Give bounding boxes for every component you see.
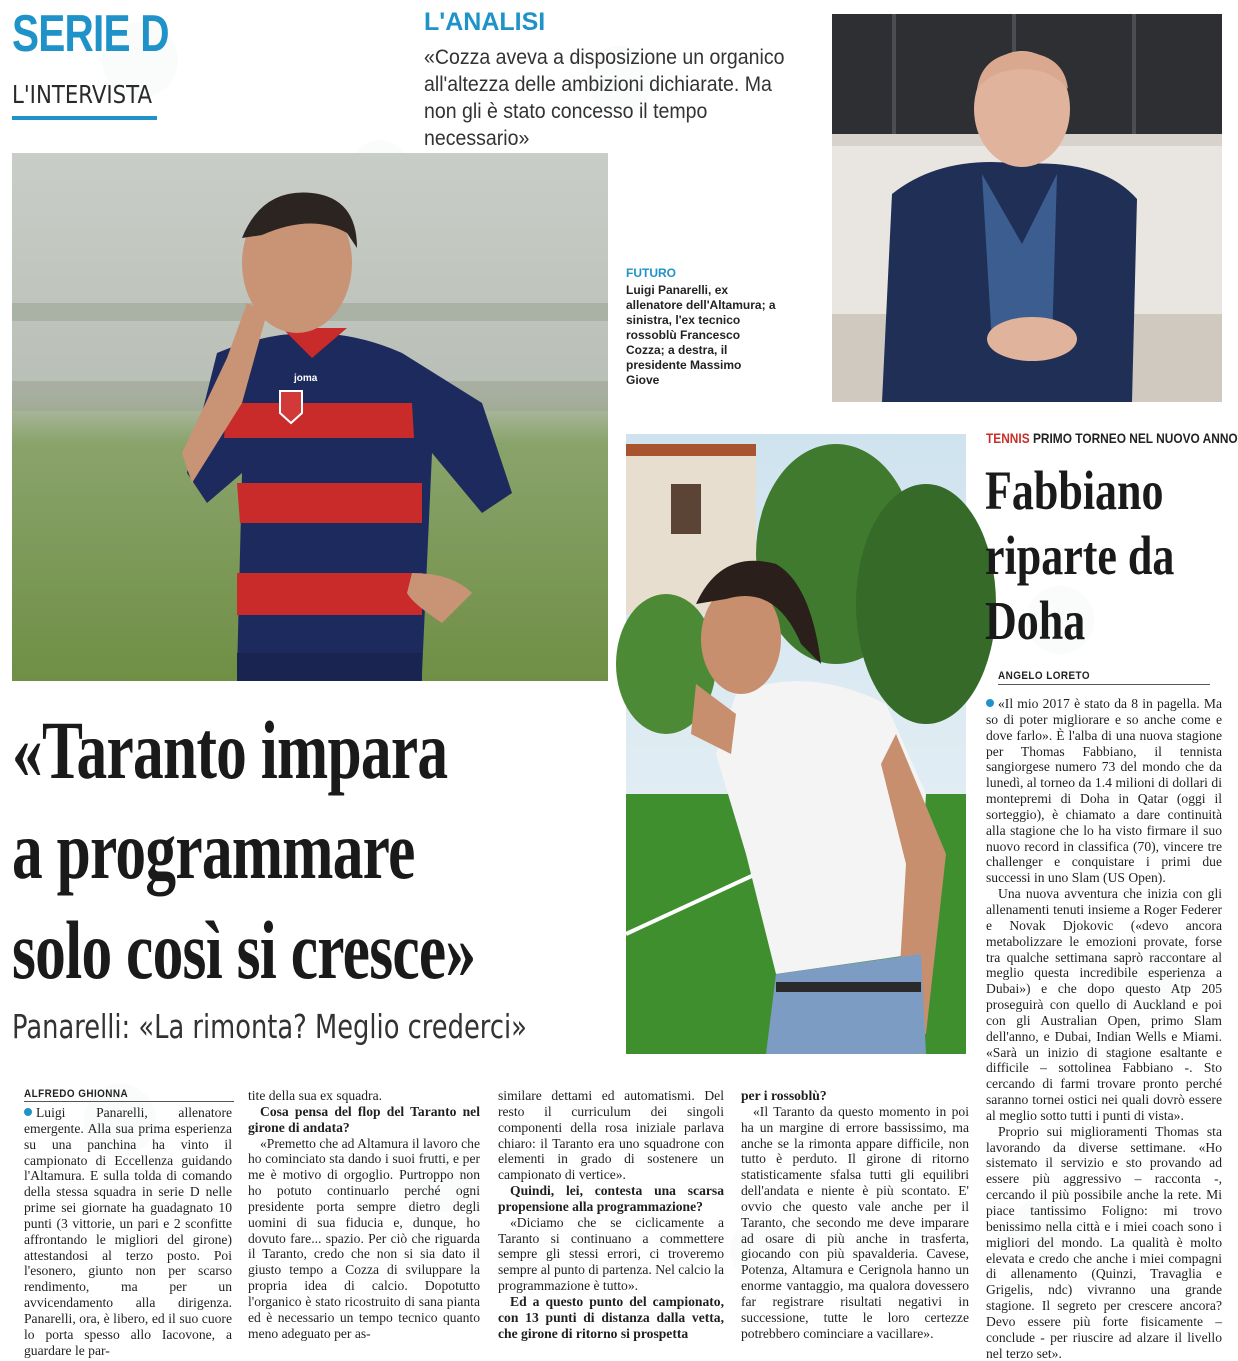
photo-panarelli [12,153,608,681]
byline-divider [24,1101,234,1102]
article-paragraph: Una nuova avventura che inizia con gli allenamenti tenuti insieme a Roger Federer e Novak Djokovic («devo ancora metabolizzare le emozioni provate, forse tra qualche settimana saprò raccontare al meglio questa incredibile esperienza a Dubai») e che dopo questo Atp 205 proseguirà con quello di Auckland e poi con gli Australian Open, primo Slam dell'anno, e Dubai, Indian Wells e Miami. «Sarà un inizio di stagione esaltante e difficile – sottolinea Fabbiano -. Sto cercando di farmi trovare pronto perché saranno tornei ostici nei quali dovrò essere al meglio sotto tutti i punti di vista». [986,886,1222,1123]
tennis-kicker-text: PRIMO TORNEO NEL NUOVO ANNO [1032,430,1238,446]
bullet-dot-icon [986,699,994,707]
main-headline [12,700,900,1000]
headline-line-2: a programmare [12,804,415,896]
photo-giove [832,14,1222,402]
tennis-byline-divider [998,684,1210,685]
headline-line-1: «Taranto impara [12,704,448,796]
bullet-dot-icon [24,1108,32,1116]
article-paragraph: Luigi Panarelli, allenatore emergente. Alla sua prima esperienza su una panchina ha vinto il campionato di Eccellenza guidando l'Altamura. E sulla tolda di comando della stessa squadra in serie D nelle prime sei giornate ha guadagnato 10 punti (3 vittorie, un pari e 2 sconfitte affrontando le migliori del girone) attestandosi al terzo posto. Poi l'esonero, giunto non per scarso rendimento, ma per un avvicendamento alla dirigenza. Panarelli, ora, è libero, ed il suo cuore lo porta spesso allo Iacovone, a guardare le par- [24,1105,232,1358]
interview-answer: «Premetto che ad Altamura il lavoro che ho cominciato sta dando i suoi frutti, e per me è motivo di orgoglio. Purtroppo non ho potuto continuarlo perché ogni presidente porta sempre dietro degli uomini di sua fiducia e, dunque, ho dovuto fare... spazio. Per ciò che riguarda il Taranto, credo che non si sia dato il giusto tempo a Cozza di sviluppare la propria idea di calcio. Dopotutto l'organico è stato ricostruito di sana pianta ed è necessario un tempo tecnico quanto meno adeguato per as- [248,1135,480,1341]
interview-answer: «Diciamo che se ciclicamente a Taranto si continuano a commettere sempre gli stessi errori, ci troveremo sempre al punto di partenza. Nel calcio la programmazione è tutto». [498,1214,724,1294]
subheadline: Panarelli: «La rimonta? Meglio crederci» [12,1007,527,1046]
article-column-4 [741,1088,969,1342]
headline-line-3: solo così si cresce» [12,904,476,996]
analysis-title: L'ANALISI [424,8,546,36]
article-column-3 [498,1088,724,1342]
jersey-brand-text: joma [294,373,318,384]
photo-caption-text: Luigi Panarelli, ex allenatore dell'Altamura; a sinistra, l'ex tecnico rossoblù Francesco Cozza; a destra, il presidente Massimo Giove [626,283,776,387]
section-sublabel: L'INTERVISTA [12,80,153,109]
article-byline: ALFREDO GHIONNA [24,1088,129,1100]
tennis-column [986,696,1222,1361]
analysis-quote: «Cozza aveva a disposizione un organico all'altezza delle ambizioni dichiarate. Ma non gli è stato concesso il tempo necessario» [424,46,785,150]
section-label: SERIE D [12,5,169,63]
article-column-1 [24,1105,232,1359]
tennis-headline: Fabbiano riparte da Doha [985,460,1175,651]
article-paragraph: tite della sua ex squadra. [248,1088,382,1103]
interview-answer: similare dettami ed automatismi. Del resto il curriculum dei singoli componenti della rosa iniziale parlava chiaro: il Taranto era uno squadrone con elementi in grado di sostenere un campionato di vertice». [498,1088,724,1183]
interview-answer: «Il Taranto da questo momento in poi ha un margine di errore bassissimo, ma anche se la rimonta appare difficile, non tutto è perduto. Il girone di ritorno statisticamente sfalsa tutti gli equilibri dell'andata e niente è più scontato. E' ovvio che questo vale anche per il Taranto, che secondo me deve imparare ad osare di più anche in trasferta, giocando con più spavalderia. Cavese, Potenza, Altamura e Cerignola hanno un enorme vantaggio, ma qualora dovessero far registrare risultati negativi in successione, tutte le loro certezze potrebbero cominciare a vacillare». [741,1103,969,1341]
section-divider [12,116,157,120]
tennis-tag: TENNIS [986,430,1030,446]
article-paragraph: «Il mio 2017 è stato da 8 in pagella. Ma so di poter migliorare e so anche come e dove farlo». È l'alba di una nuova stagione per Thomas Fabbiano, il tennista sangiorgese numero 73 del mondo che da lunedì, al torneo da 1.4 milioni di dollari di montepremi di Doha in Qatar (oggi il sorteggio), è chiamato a dare continuità alla stagione che lo ha visto firmare il suo nuovo record in classifica (70), vincere tre challenger e conquistare i primi due successi in uno Slam (US Open). [986,696,1222,886]
interview-question: per i rossoblù? [741,1088,827,1103]
tennis-kicker [986,430,1238,446]
tennis-byline: ANGELO LORETO [998,670,1091,682]
photo-caption-label: FUTURO [626,266,676,280]
interview-question: Cosa pensa del flop del Taranto nel girone di andata? [248,1103,480,1135]
article-column-2 [248,1088,480,1342]
article-paragraph: Proprio sui miglioramenti Thomas sta lavorando da diverse settimane. «Ho sistemato il servizio e sto provando ad essere più aggressivo – racconta -, cercando il più possibile anche la rete. Mi piace tantissimo Foligno: mi trovo benissimo nella città e i miei coach sono i migliori del mondo. La qualità è molto elevata e credo che anche i miei compagni di allenamento (Quinzi, Travaglia e Grigelis, ndc) vivranno una grande stagione. Il segreto per crescere ancora? Devo essere più forte fisicamente – conclude - per riuscire ad alzare il livello nel terzo set». [986,1123,1222,1361]
interview-question: Ed a questo punto del campionato, con 13 punti di distanza dalla vetta, che girone di ritorno si prospetta [498,1293,724,1341]
interview-question: Quindi, lei, contesta una scarsa propensione alla programmazione? [498,1183,724,1214]
